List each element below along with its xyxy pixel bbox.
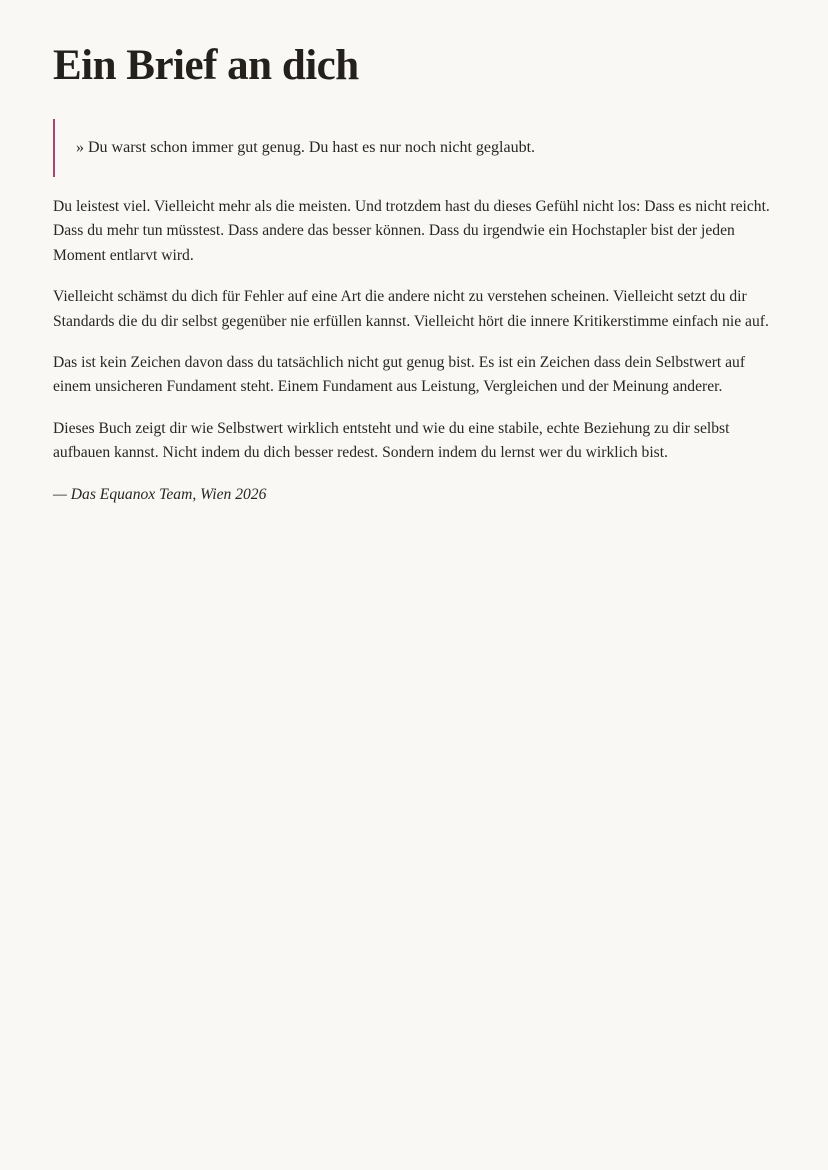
paragraph: Dieses Buch zeigt dir wie Selbstwert wirklich entsteht und wie du eine stabile, echte Beziehung zu dir selbst aufbauen kannst. Nicht indem du dich besser redest. Sondern indem du lernst wer du wirklich bist. [53,419,730,462]
page-title: Ein Brief an dich [53,42,359,89]
signature: — Das Equanox Team, Wien 2026 [53,485,267,503]
quote-text: » Du warst schon immer gut genug. Du hast es nur noch nicht geglaubt. [76,139,536,156]
paragraph: Das ist kein Zeichen davon dass du tatsächlich nicht gut genug bist. Es ist ein Zeichen dass dein Selbstwert auf einem unsicheren Fundament steht. Einem Fundament aus Leistung, Vergleichen und der Meinung anderer. [53,354,746,396]
paragraph: Vielleicht schämst du dich für Fehler auf eine Art die andere nicht zu verstehen scheinen. Vielleicht setzt du dir Standards die du dir selbst gegenüber nie erfüllen kannst. Vielleicht hört die innere Kritikerstimme einfach nie auf. [53,288,769,330]
pull-quote [53,119,773,177]
paragraph: Du leistest viel. Vielleicht mehr als die meisten. Und trotzdem hast du dieses Gefühl nicht los: Dass es nicht reicht. Dass du mehr tun müsstest. Dass andere das besser können. Dass du irgendwie ein Hochstapler bist der jeden Moment entlarvt wird. [53,198,770,264]
letter-body [53,195,775,524]
